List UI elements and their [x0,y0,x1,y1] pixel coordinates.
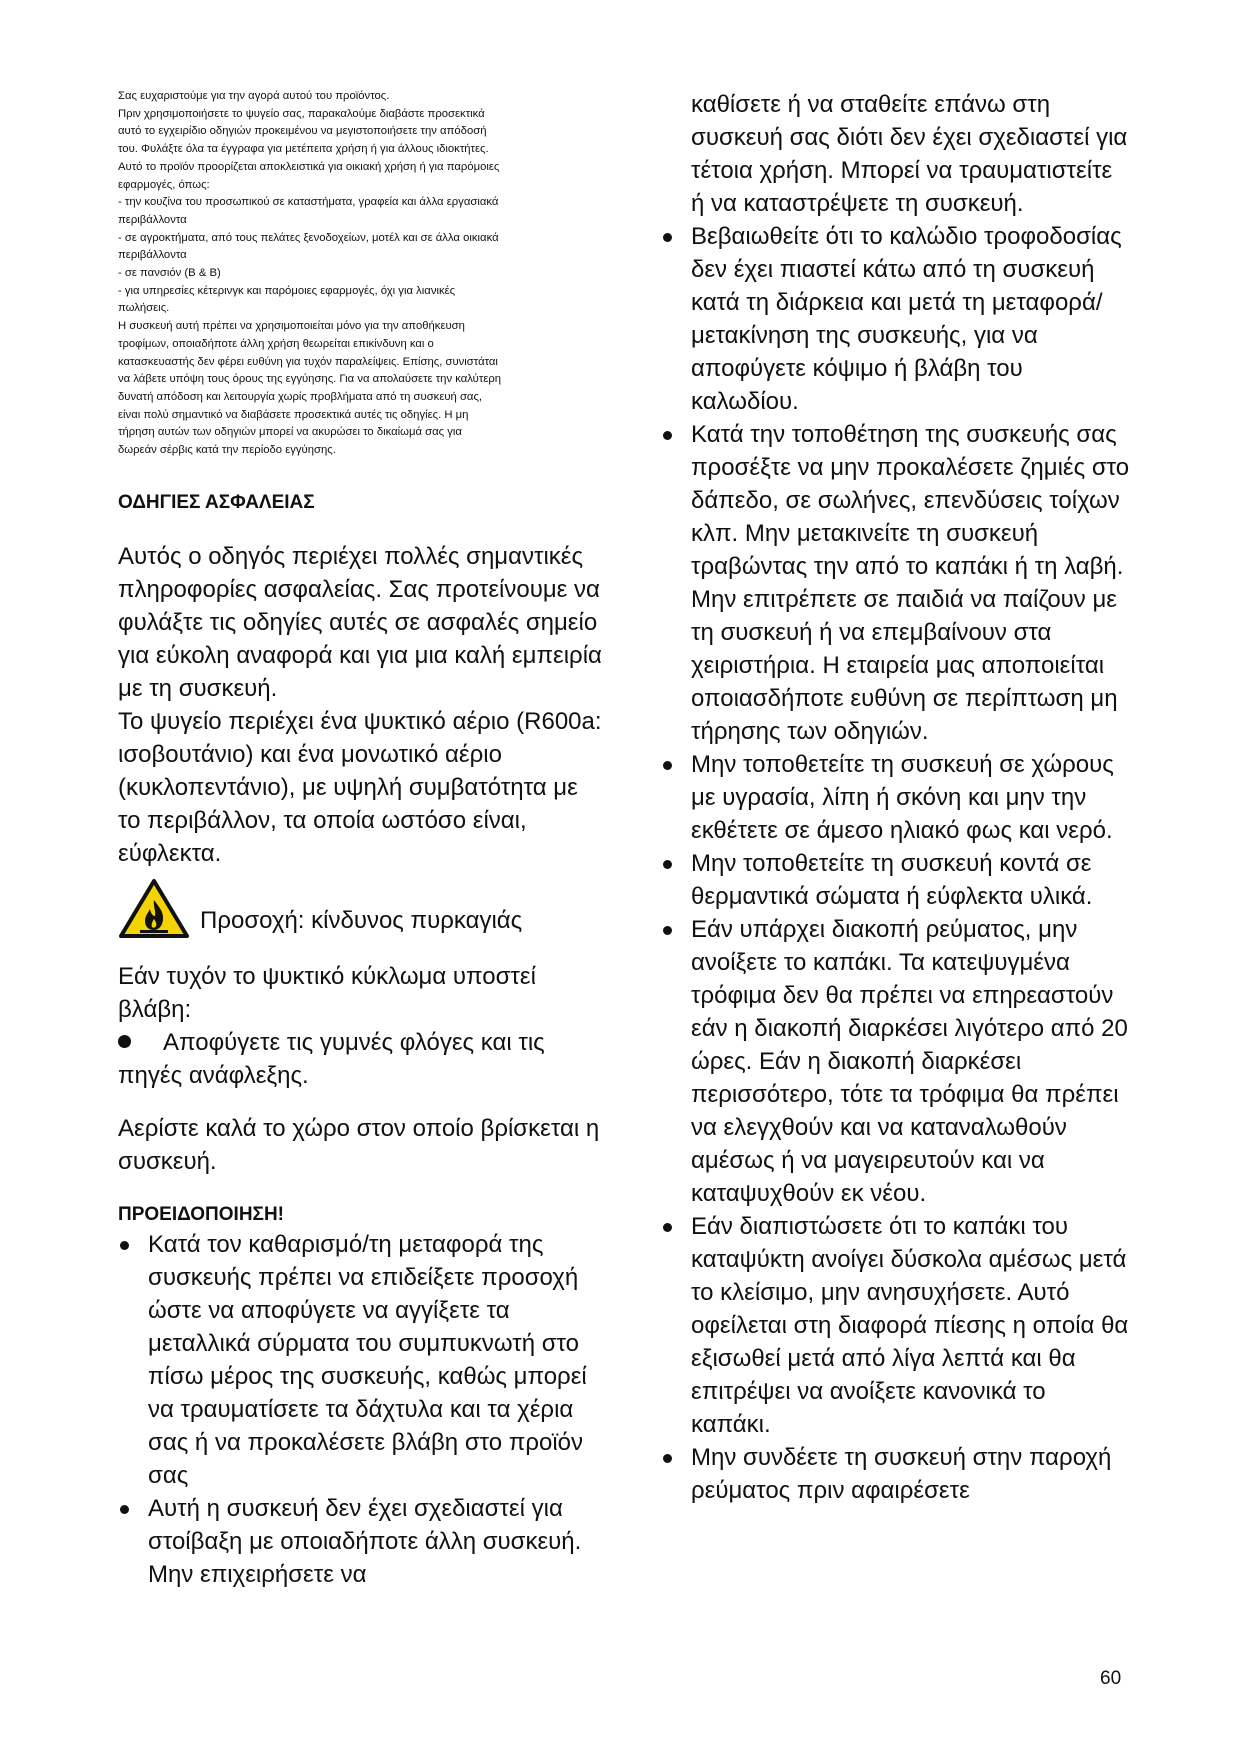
right-column [661,88,1131,1507]
intro-line: περιβάλλοντα [118,249,187,262]
intro-line: δυνατή απόδοση και λειτουργία χωρίς προβλήματα από τη συσκευή σας, [118,390,483,403]
ventilate-text: Αερίστε καλά το χώρο στον οποίο βρίσκεται η συσκευή. [118,1114,600,1175]
intro-line: του. Φυλάξτε όλα τα έγγραφα για μετέπειτα χρήση ή για άλλους ιδιοκτήτες. [118,143,489,156]
intro-line: Η συσκευή αυτή πρέπει να χρησιμοποιείται μόνο για την αποθήκευση [118,320,465,333]
safety-heading: ΟΔΗΓΙΕΣ ΑΣΦΑΛΕΙΑΣ [118,491,315,513]
circuit-bullet-text: Αποφύγετε τις γυμνές φλόγες και τις πηγές ανάφλεξης. [118,1028,545,1089]
intro-line: Αυτό το προϊόν προορίζεται αποκλειστικά για οικιακή χρήση ή για παρόμοιες [118,160,500,173]
safety-paragraph-2: Το ψυγείο περιέχει ένα ψυκτικό αέριο (R600a: ισοβουτάνιο) και ένα μονωτικό αέριο (κυκλοπεντάνιο), με υψηλή συμβατότητα με το περιβάλλον, τα οποία ωστόσο είναι, εύφλεκτα. [118,707,602,867]
intro-line: - για υπηρεσίες κέτερινγκ και παρόμοιες εφαρμογές, όχι για λιανικές [118,284,456,297]
intro-line: - την κουζίνα του προσωπικού σε καταστήματα, γραφεία και άλλα εργασιακά [118,196,499,209]
intro-line: εφαρμογές, όπως: [118,178,210,191]
intro-line: - σε πανσιόν (B & B) [118,267,221,280]
safety-body [118,540,606,870]
circuit-bullet [118,1026,606,1092]
page-number: 60 [1100,1668,1122,1689]
fire-hazard-icon [118,878,190,940]
intro-line: δωρεάν σέρβις κατά την περίοδο εγγύησης. [118,444,336,457]
list-item: Αυτή η συσκευή δεν έχει σχεδιαστεί για στοίβαξη με οποιαδήποτε άλλη συσκευή. Μην επιχειρήσετε να [118,1492,606,1591]
list-item: Κατά την τοποθέτηση της συσκευής σας προσέξτε να μην προκαλέσετε ζημιές στο δάπεδο, σε σωλήνες, επενδύσεις τοίχων κλπ. Μην μετακινείτε τη συσκευή τραβώντας την από το καπάκι ή τη λαβή. Μην επιτρέπετε σε παιδιά να παίζουν με τη συσκευή ή να επεμβαίνουν στα χειριστήρια. Η εταιρεία μας αποποιείται οποιασδήποτε ευθύνη σε περίπτωση μη τήρησης των οδηγιών. [661,418,1131,748]
list-item: Μην τοποθετείτε τη συσκευή κοντά σε θερμαντικά σώματα ή εύφλεκτα υλικά. [661,847,1131,913]
intro-line: κατασκευαστής δεν φέρει ευθύνη για τυχόν παραλείψεις. Επίσης, συνιστάται [118,355,498,368]
warning-heading: ΠΡΟΕΙΔΟΠΟΙΗΣΗ! [118,1203,284,1225]
left-column [118,88,606,1591]
list-item: Βεβαιωθείτε ότι το καλώδιο τροφοδοσίας δεν έχει πιαστεί κάτω από τη συσκευή κατά τη διάρκεια και μετά τη μεταφορά/μετακίνηση της συσκευής, για να αποφύγετε κόψιμο ή βλάβη του καλωδίου. [661,220,1131,418]
warning-list-left [118,1228,606,1591]
fire-warning-row [118,878,606,940]
intro-line: Σας ευχαριστούμε για την αγορά αυτού του προϊόντος. [118,90,390,102]
bullet-dot [118,1035,131,1048]
list-item: Μην συνδέετε τη συσκευή στην παροχή ρεύματος πριν αφαιρέσετε [661,1441,1131,1507]
intro-line: πωλήσεις. [118,302,170,315]
list-item: Εάν υπάρχει διακοπή ρεύματος, μην ανοίξετε το καπάκι. Τα κατεψυγμένα τρόφιμα δεν θα πρέπει να επηρεαστούν εάν η διακοπή διαρκέσει λιγότερο από 20 ώρες. Εάν η διακοπή διαρκέσει περισσότερο, τότε τα τρόφιμα θα πρέπει να ελεγχθούν και να καταναλωθούν αμέσως ή να μαγειρευτούν και να καταψυχθούν εκ νέου. [661,913,1131,1210]
list-item: Εάν διαπιστώσετε ότι το καπάκι του καταψύκτη ανοίγει δύσκολα αμέσως μετά το κλείσιμο, μην ανησυχήσετε. Αυτό οφείλεται στη διαφορά πίεσης η οποία θα εξισωθεί μετά από λίγα λεπτά και θα επιτρέψει να ανοίξετε κανονικά το καπάκι. [661,1210,1131,1441]
warning-continuation: καθίσετε ή να σταθείτε επάνω στη συσκευή σας διότι δεν έχει σχεδιαστεί για τέτοια χρήση. Μπορεί να τραυματιστείτε ή να καταστρέψετε τη συσκευή. [691,91,1128,217]
intro-line: - σε αγροκτήματα, από τους πελάτες ξενοδοχείων, μοτέλ και σε άλλα οικιακά [118,231,499,244]
list-item: Μην τοποθετείτε τη συσκευή σε χώρους με υγρασία, λίπη ή σκόνη και μην την εκθέτετε σε άμεσο ηλιακό φως και νερό. [661,748,1131,847]
intro-line: Πριν χρησιμοποιήσετε το ψυγείο σας, παρακαλούμε διαβάστε προσεκτικά [118,107,485,120]
circuit-intro: Εάν τυχόν το ψυκτικό κύκλωμα υποστεί βλάβη: [118,962,536,1023]
safety-paragraph-1: Αυτός ο οδηγός περιέχει πολλές σημαντικές πληροφορίες ασφαλείας. Σας προτείνουμε να φυλάξτε τις οδηγίες αυτές σε ασφαλές σημείο για εύκολη αναφορά και για μια καλή εμπειρία με τη συσκευή. [118,542,602,702]
intro-line: τροφίμων, οποιαδήποτε άλλη χρήση θεωρείται επικίνδυνη και ο [118,337,434,350]
intro-line: είναι πολύ σημαντικό να διαβάσετε προσεκτικά αυτές τις οδηγίες. Η μη [118,408,469,421]
intro-line: αυτό το εγχειρίδιο οδηγιών προκειμένου να μεγιστοποιήσετε την απόδοσή [118,125,487,138]
fire-warning-text: Προσοχή: κίνδυνος πυρκαγιάς [200,907,523,935]
list-item: Κατά τον καθαρισμό/τη μεταφορά της συσκευής πρέπει να επιδείξετε προσοχή ώστε να αποφύγετε να αγγίξετε τα μεταλλικά σύρματα του συμπυκνωτή στο πίσω μέρος της συσκευής, καθώς μπορεί να τραυματίσετε τα δάχτυλα και τα χέρια σας ή να προκαλέσετε βλάβη στο προϊόν σας [118,1228,606,1492]
intro-line: περιβάλλοντα [118,213,187,226]
intro-line: τήρηση αυτών των οδηγιών μπορεί να ακυρώσει το δικαίωμά σας για [118,426,462,439]
warning-list-right [661,220,1131,1507]
intro-block [118,88,606,460]
intro-line: να λάβετε υπόψη τους όρους της εγγύησης. Για να απολαύσετε την καλύτερη [118,373,502,386]
